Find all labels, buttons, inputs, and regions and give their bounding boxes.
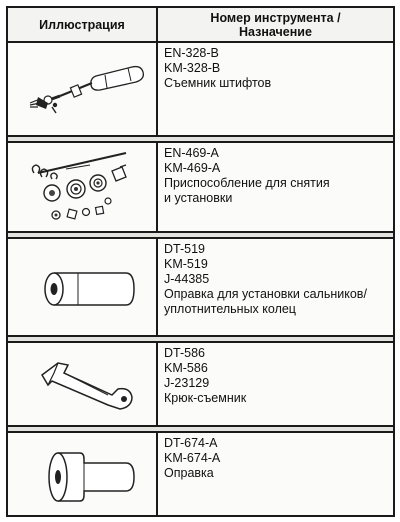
row-1-line-3: Съемник штифтов <box>164 76 272 90</box>
row-separator <box>8 231 393 239</box>
row-3-line-1: DT-519 <box>164 242 205 256</box>
table-header <box>8 8 393 43</box>
row-1-line-2: KM-328-B <box>164 61 221 75</box>
row-3-line-4: Оправка для установки сальников/ <box>164 287 367 301</box>
row-2-line-2: KM-469-A <box>164 161 221 175</box>
table-row <box>8 143 393 239</box>
removal-installation-kit-icon <box>8 143 156 231</box>
tools-table <box>6 6 395 517</box>
row-2-line-1: EN-469-A <box>164 146 219 160</box>
row-5-line-3: Оправка <box>164 466 214 480</box>
row-4-line-1: DT-586 <box>164 346 205 360</box>
table-row <box>8 343 393 433</box>
row-4-description <box>164 346 387 406</box>
row-5-line-1: DT-674-A <box>164 436 218 450</box>
row-2-line-4: и установки <box>164 191 233 205</box>
mandrel-icon <box>8 433 156 515</box>
hook-puller-icon <box>8 343 156 425</box>
row-4-line-4: Крюк-съемник <box>164 391 247 405</box>
row-4-line-3: J-23129 <box>164 376 210 390</box>
row-2-line-3: Приспособление для снятия <box>164 176 330 190</box>
table-row <box>8 433 393 515</box>
header-illustration-label: Иллюстрация <box>39 17 125 32</box>
row-3-line-3: J-44385 <box>164 272 210 286</box>
row-separator <box>8 425 393 433</box>
row-separator <box>8 335 393 343</box>
row-5-description <box>164 436 387 481</box>
row-separator <box>8 135 393 143</box>
table-row <box>8 43 393 143</box>
row-3-line-2: KM-519 <box>164 257 208 271</box>
row-3-line-5: уплотнительных колец <box>164 302 296 316</box>
pin-puller-icon <box>8 43 156 135</box>
row-3-description <box>164 242 387 317</box>
header-tool-number-line1: Номер инструмента / <box>210 10 341 25</box>
header-illustration <box>8 8 156 41</box>
row-5-line-2: KM-674-A <box>164 451 221 465</box>
row-1-description <box>164 46 387 91</box>
seal-installer-mandrel-icon <box>8 239 156 335</box>
row-1-line-1: EN-328-B <box>164 46 219 60</box>
table-row <box>8 239 393 343</box>
header-tool-number-line2: Назначение <box>239 24 312 39</box>
row-2-description <box>164 146 387 206</box>
row-4-line-2: KM-586 <box>164 361 208 375</box>
header-tool-number <box>158 8 393 41</box>
